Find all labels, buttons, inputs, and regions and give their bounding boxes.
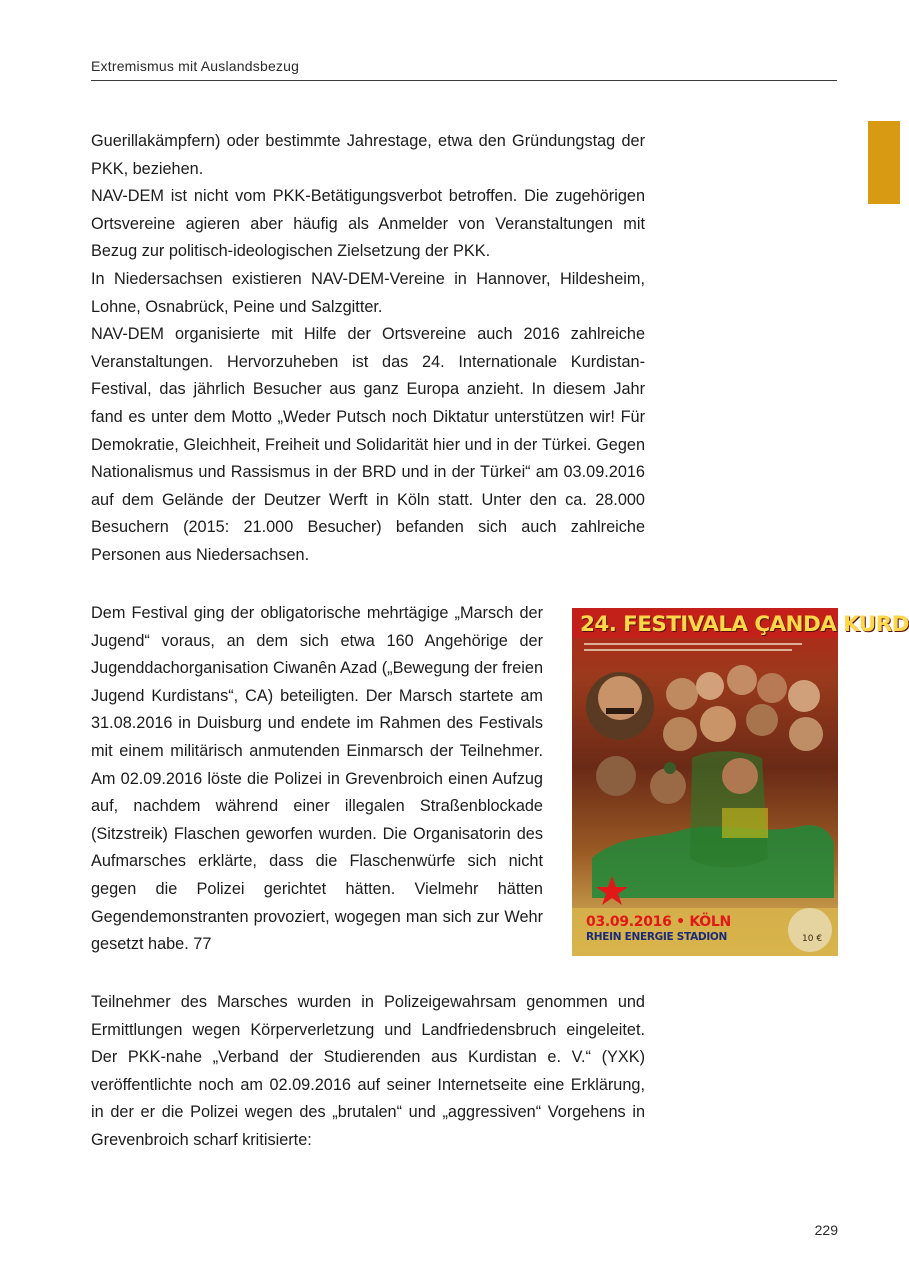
festival-poster-image	[572, 608, 909, 956]
body-text-wrapped	[91, 600, 543, 959]
body-text-bottom	[91, 989, 645, 1155]
poster-venue: RHEIN ENERGIE STADION	[586, 931, 728, 943]
paragraph: NAV-DEM organisierte mit Hilfe der Ortsvereine auch 2016 zahlreiche Veranstaltungen. Hervorzuheben ist das 24. Internationale Kurdistan-Festival, das jährlich Besucher aus ganz Europa anzieht. In diesem Jahr fand es unter dem Motto „Weder Putsch noch Diktatur unterstützen wir! Für Demokratie, Gleichheit, Freiheit und Solidarität hier und in der Türkei. Gegen Nationalismus und Rassismus in der BRD und in der Türkei“ am 03.09.2016 auf dem Gelände der Deutzer Werft in Köln statt. Unter den ca. 28.000 Besuchern (2015: 21.000 Besucher) befanden sich auch zahlreiche Personen aus Niedersachsen.	[91, 325, 645, 564]
paragraph: Guerillakämpfern) oder bestimmte Jahrestage, etwa den Gründungstag der PKK, beziehen.	[91, 132, 645, 178]
price-badge	[788, 908, 832, 952]
poster-price: 10 €	[802, 934, 823, 944]
body-text-top	[91, 128, 645, 570]
paragraph: Dem Festival ging der obligatorische mehrtägige „Marsch der Jugend“ voraus, an dem sich etwa 160 Angehörige der Jugenddachorganisation Ciwanên Azad („Bewegung der freien Jugend Kurdistans“, CA) beteiligten. Der Marsch startete am 31.08.2016 in Duisburg und endete im Rahmen des Festivals mit einem militärisch anmutenden Einmarsch der Teilnehmer. Am 02.09.2016 löste die Polizei in Grevenbroich einen Aufzug auf, nachdem während einer illegalen Straßenblockade (Sitzstreik) Flaschen geworfen wurden. Die Organisatorin des Aufmarsches erklärte, dass die Flaschenwürfe sich nicht gegen die Polizei gerichtet hätten. Vielmehr hätten Gegendemonstranten provoziert, wogegen man sich zur Wehr gesetzt habe. 77	[91, 604, 543, 954]
paragraph: In Niedersachsen existieren NAV-DEM-Vereine in Hannover, Hildesheim, Lohne, Osnabrück, Peine und Salzgitter.	[91, 269, 645, 316]
paragraph: NAV-DEM ist nicht vom PKK-Betätigungsverbot betroffen. Die zugehörigen Ortsvereine agieren aber häufig als Anmelder von Veranstaltungen mit Bezug zur politisch-ideologischen Zielsetzung der PKK.	[91, 187, 645, 261]
poster-date: 03.09.2016 • KÖLN	[586, 914, 731, 930]
page-number: 229	[814, 1222, 838, 1238]
running-header: Extremismus mit Auslandsbezug	[91, 58, 300, 74]
paragraph: Teilnehmer des Marsches wurden in Polizeigewahrsam genommen und Ermittlungen wegen Körperverletzung und Landfriedensbruch eingeleitet. Der PKK-nahe „Verband der Studierenden aus Kurdistan e. V.“ (YXK) veröffentlichte noch am 02.09.2016 auf seiner Internetseite eine Erklärung, in der er die Polizei wegen des „brutalen“ und „aggressiven“ Vorgehens in Grevenbroich scharf kritisierte:	[91, 993, 645, 1149]
poster-artwork	[572, 608, 909, 956]
poster-title: 24. FESTIVALA ÇANDA KURD	[580, 612, 909, 637]
header-rule	[91, 80, 837, 81]
poster-subtitle-lines	[584, 644, 802, 650]
chapter-tab-marker	[868, 121, 900, 204]
flag-stripe	[722, 808, 768, 838]
